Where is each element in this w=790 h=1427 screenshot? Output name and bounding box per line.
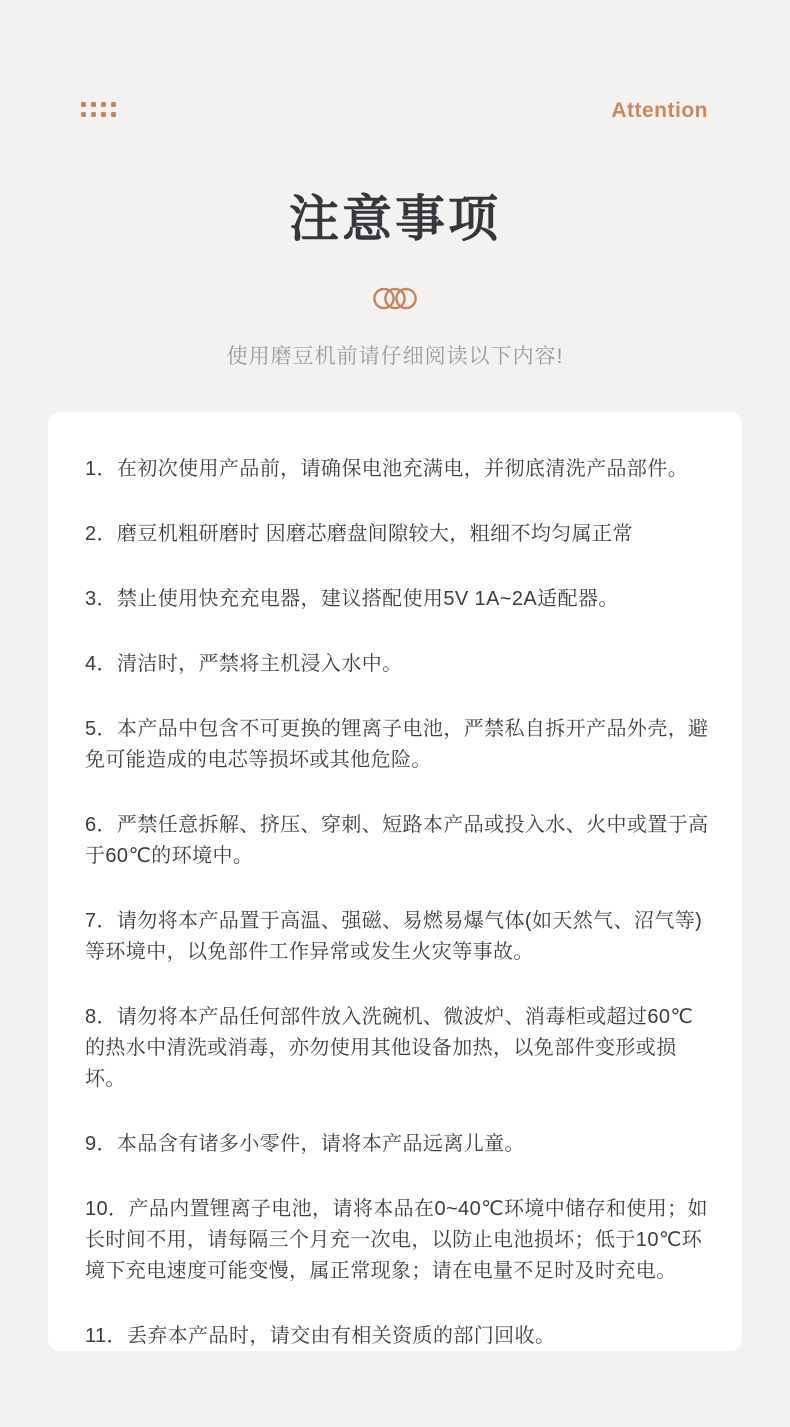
notice-item-5: 5．本产品中包含不可更换的锂离子电池，严禁私自拆开产品外壳，避免可能造成的电芯等损坏或其他危险。 xyxy=(85,718,709,771)
dot xyxy=(111,112,116,117)
attention-label: Attention xyxy=(611,99,708,122)
notice-item-3: 3．禁止使用快充充电器，建议搭配使用5V 1A~2A适配器。 xyxy=(85,588,619,610)
notice-card xyxy=(48,412,742,1351)
dot xyxy=(101,102,106,107)
dot-grid-icon xyxy=(81,102,116,117)
notice-item-8: 8．请勿将本产品任何部件放入洗碗机、微波炉、消毒柜或超过60℃的热水中清洗或消毒，亦勿使用其他设备加热，以免部件变形或损坏。 xyxy=(85,1006,694,1090)
notice-item-1: 1．在初次使用产品前，请确保电池充满电，并彻底清洗产品部件。 xyxy=(85,458,689,480)
dot xyxy=(81,112,86,117)
notice-item-2: 2．磨豆机粗研磨时 因磨芯磨盘间隙较大，粗细不均匀属正常 xyxy=(85,523,633,545)
page-subtitle: 使用磨豆机前请仔细阅读以下内容! xyxy=(226,345,564,368)
page-title: 注意事项 xyxy=(289,191,501,247)
notice-item-7: 7．请勿将本产品置于高温、强磁、易燃易爆气体(如天然气、沼气等)等环境中，以免部件工作异常或发生火灾等事故。 xyxy=(85,910,703,963)
dot xyxy=(101,112,106,117)
dot xyxy=(81,102,86,107)
notice-item-10: 10．产品内置锂离子电池，请将本品在0~40℃环境中储存和使用；如长时间不用，请每隔三个月充一次电，以防止电池损坏；低于10℃环境下充电速度可能变慢，属正常现象；请在电量不足时及时充电。 xyxy=(85,1198,708,1282)
dot xyxy=(91,112,96,117)
notice-item-11: 11．丢弃本产品时，请交由有相关资质的部门回收。 xyxy=(85,1325,556,1347)
notice-item-6: 6．严禁任意拆解、挤压、穿刺、短路本产品或投入水、火中或置于高于60℃的环境中。 xyxy=(85,814,709,867)
notice-item-9: 9．本品含有诸多小零件，请将本产品远离儿童。 xyxy=(85,1133,525,1155)
triple-rings-icon xyxy=(0,286,790,311)
notice-item-4: 4．清洁时，严禁将主机浸入水中。 xyxy=(85,653,403,675)
dot xyxy=(111,102,116,107)
dot xyxy=(91,102,96,107)
